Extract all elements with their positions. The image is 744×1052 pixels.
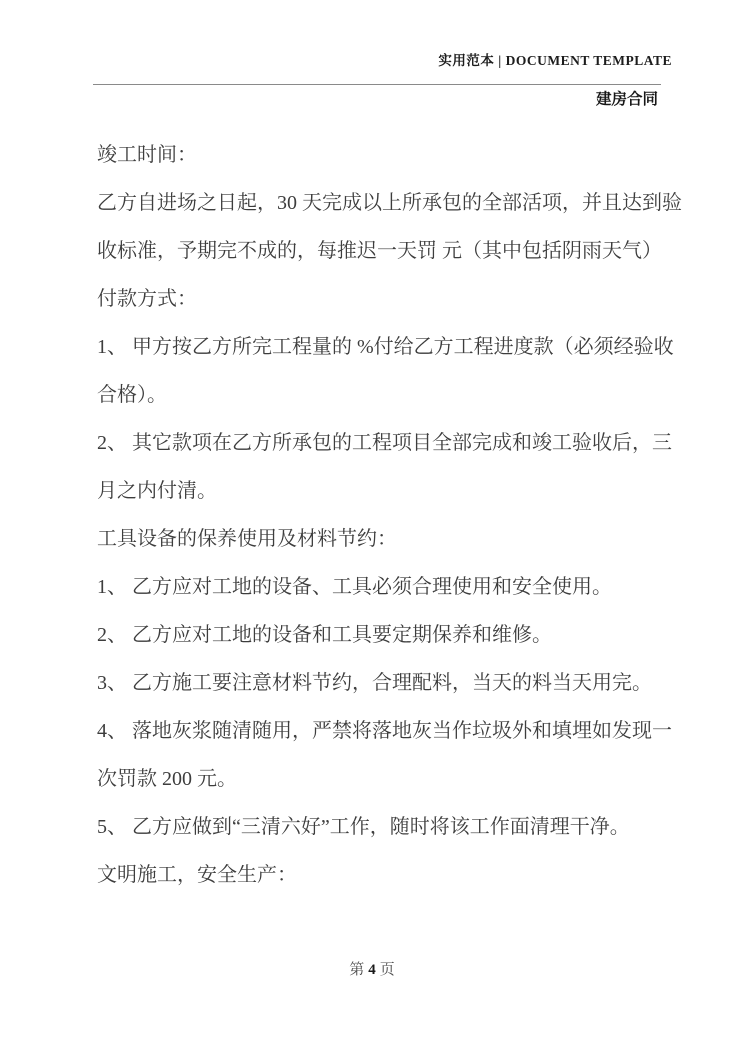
document-line: 乙方自进场之日起，30 天完成以上所承包的全部活项，并且达到验 xyxy=(97,192,682,214)
page-footer xyxy=(0,958,744,982)
document-line: 竣工时间： xyxy=(97,144,197,166)
document-line: 文明施工，安全生产： xyxy=(97,864,297,886)
page-number: 4 xyxy=(368,962,376,978)
document-line: 3、 乙方施工要注意材料节约，合理配料，当天的料当天用完。 xyxy=(97,672,652,694)
document-line: 工具设备的保养使用及材料节约： xyxy=(97,528,397,550)
document-line: 4、 落地灰浆随清随用，严禁将落地灰当作垃圾外和填埋如发现一 xyxy=(97,720,672,742)
document-body xyxy=(97,131,682,899)
document-line: 收标准，予期完不成的，每推迟一天罚 元（其中包括阴雨天气） xyxy=(97,240,662,262)
document-line: 2、 乙方应对工地的设备和工具要定期保养和维修。 xyxy=(97,624,552,646)
document-line: 1、 乙方应对工地的设备、工具必须合理使用和安全使用。 xyxy=(97,576,612,598)
document-line: 月之内付清。 xyxy=(97,480,217,502)
document-line: 合格）。 xyxy=(97,384,167,406)
document-line: 付款方式： xyxy=(97,288,197,310)
document-line: 2、 其它款项在乙方所承包的工程项目全部完成和竣工验收后，三 xyxy=(97,432,672,454)
document-line: 次罚款 200 元。 xyxy=(97,768,237,790)
document-title: 建房合同 xyxy=(595,91,658,108)
page-number-prefix: 第 xyxy=(349,962,365,978)
document-line: 5、 乙方应做到“三清六好”工作，随时将该工作面清理干净。 xyxy=(97,816,630,838)
header-divider xyxy=(93,84,661,85)
page-number-suffix: 页 xyxy=(379,962,395,978)
document-line: 1、 甲方按乙方所完工程量的 %付给乙方工程进度款（必须经验收 xyxy=(97,336,674,358)
header-brand: 实用范本 | DOCUMENT TEMPLATE xyxy=(438,53,672,68)
